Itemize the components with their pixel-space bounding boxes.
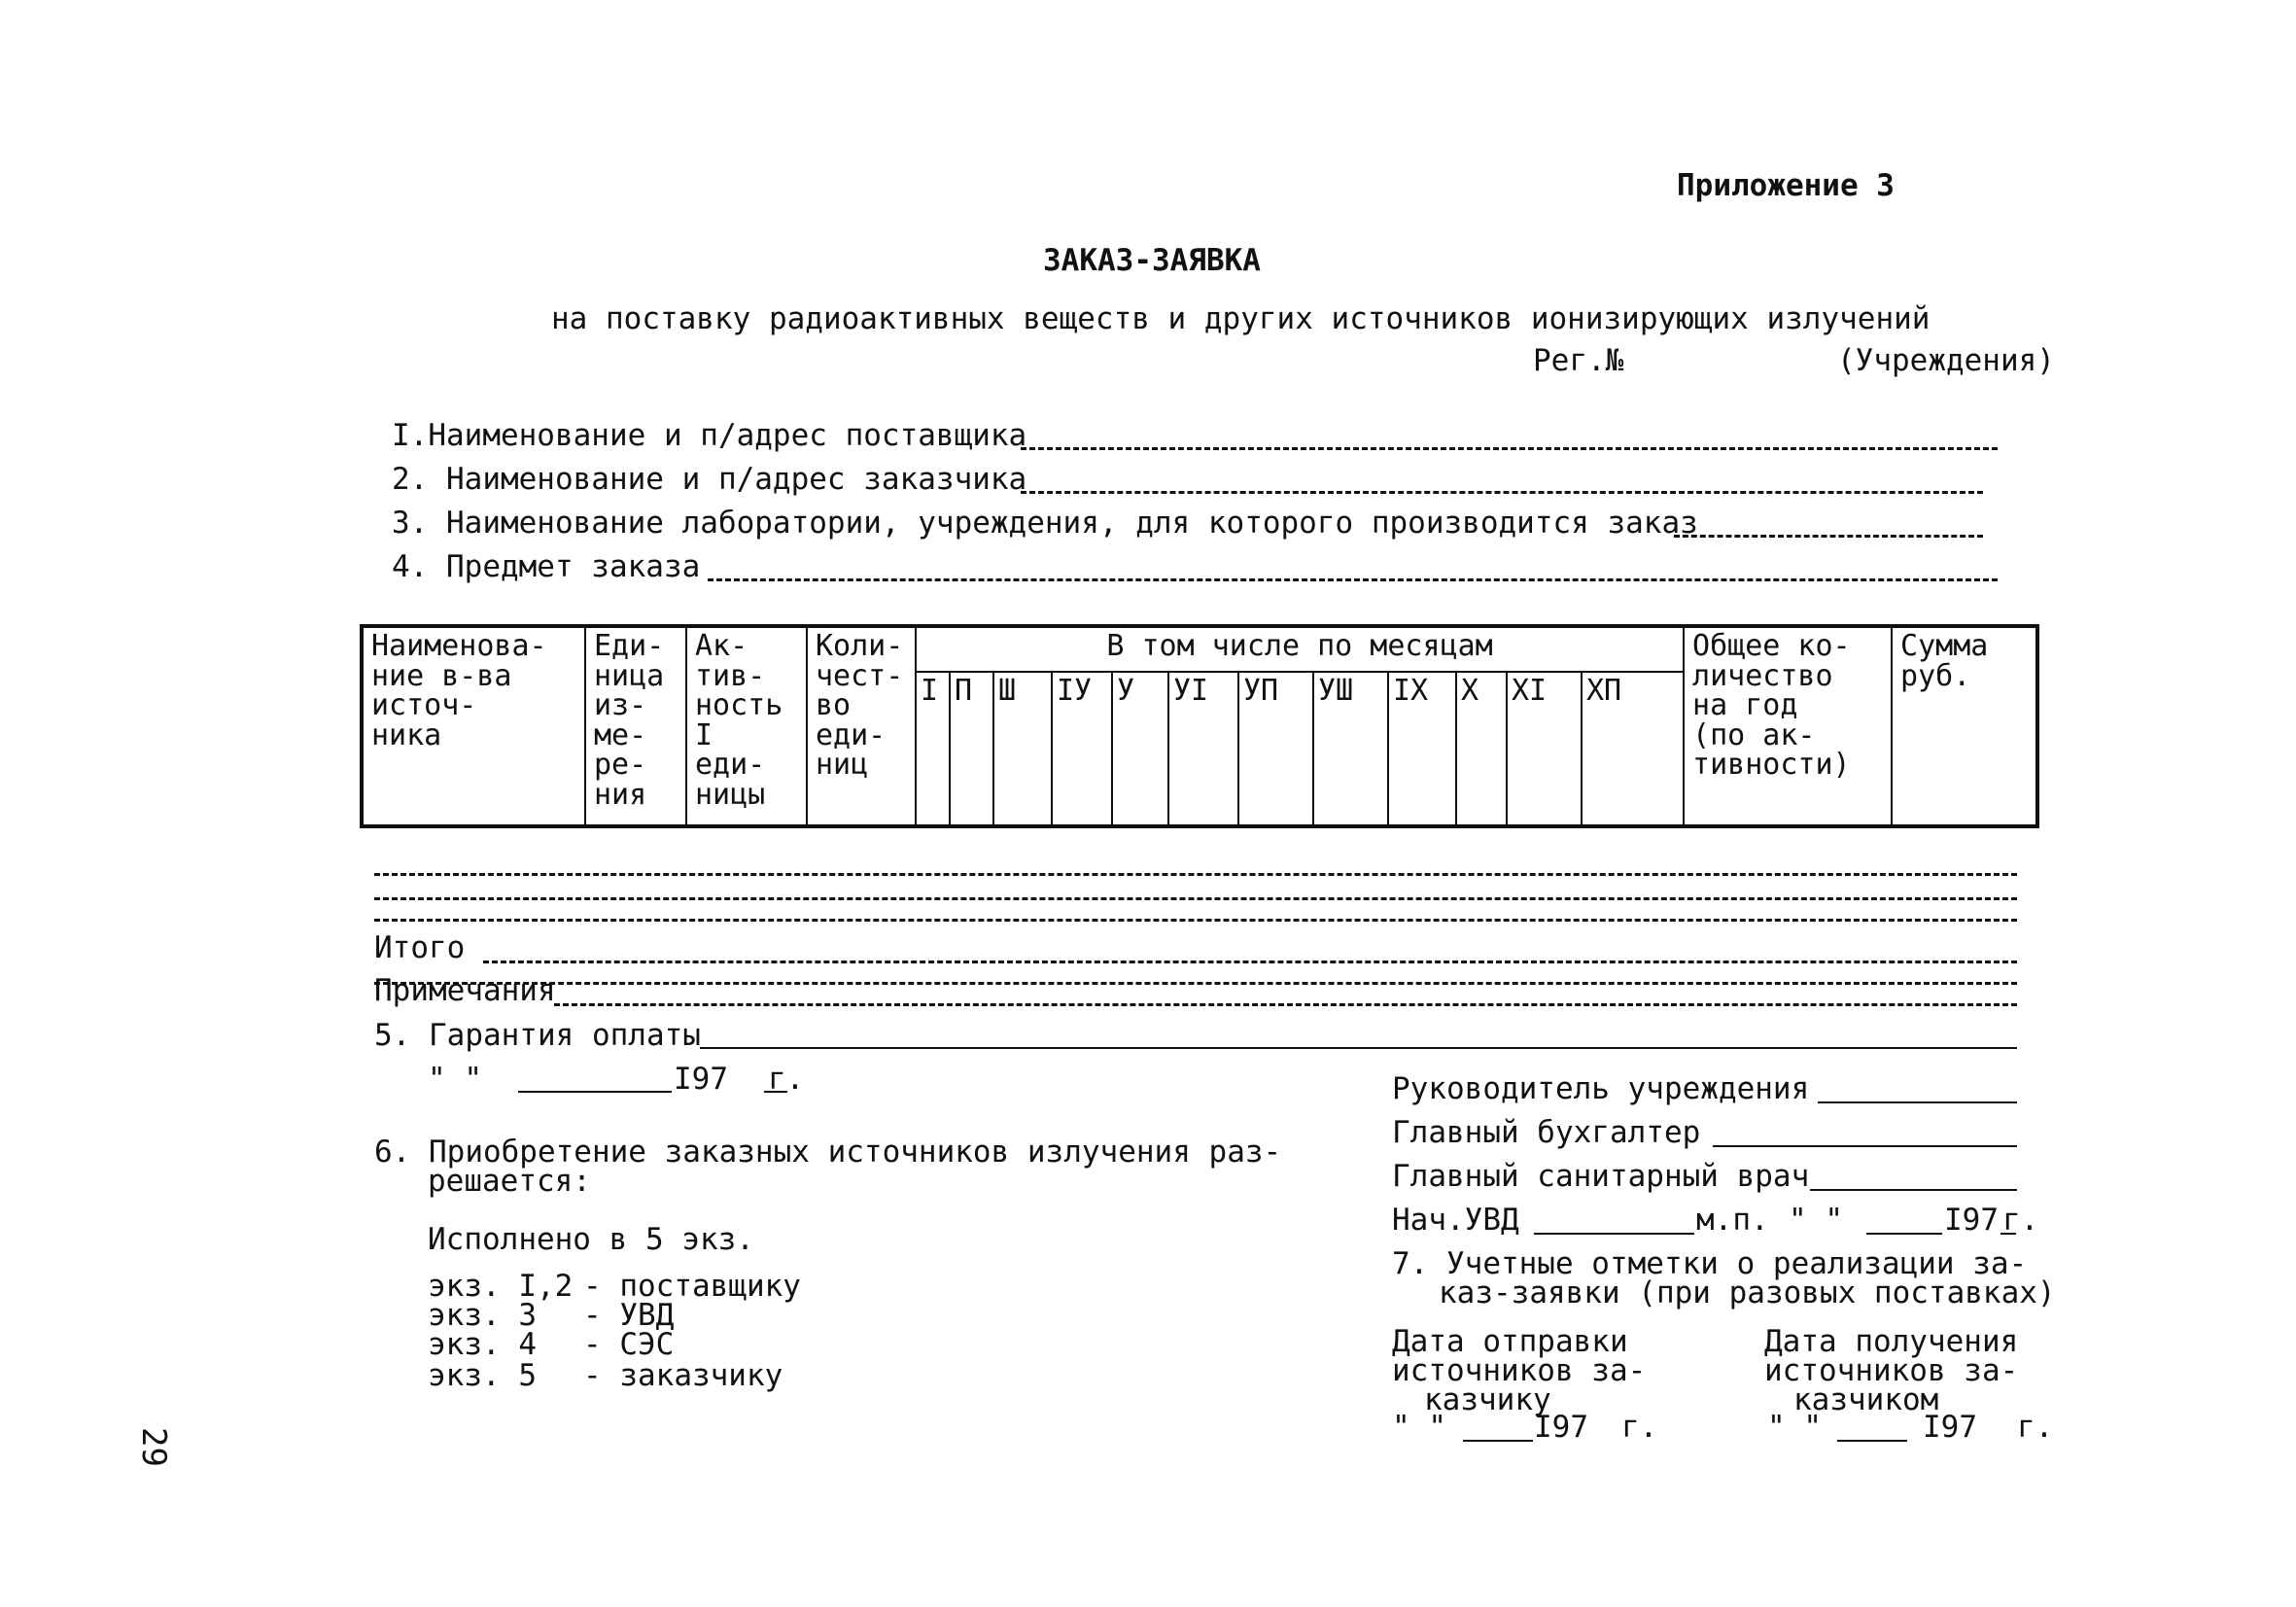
sent-date-label: Дата отправки [1392,1324,1628,1359]
date-suffix: г. [768,1062,805,1097]
sent-date-label: источников за- [1392,1353,1647,1388]
institution-label: (Учреждения) [1837,343,2055,378]
document-subtitle: на поставку радиоактивных веществ и других источников ионизирующих излучений [551,301,1931,336]
stamp-label: м.п. [1696,1203,1769,1238]
notes-label: Примечания [374,973,556,1008]
month-header: П [950,672,993,826]
month-header: Ш [993,672,1052,826]
uvd-signature-label: Нач.УВД [1392,1203,1519,1238]
date-day-line[interactable] [518,1091,672,1093]
copy-label: экз. I,2 [428,1269,574,1304]
sent-date-quotes: " " [1392,1410,1446,1445]
head-signature-line[interactable] [1818,1101,2017,1103]
date-quotes: " " [428,1062,482,1097]
entry-row-line[interactable] [374,873,2017,876]
date-year: I97 [674,1062,728,1097]
uvd-signature-line[interactable] [1534,1233,1694,1235]
page-number: 29 [134,1427,173,1467]
header-annual-total: Общее ко- личество на год (по ак- тивности) [1684,626,1892,826]
entry-row-line[interactable] [374,897,2017,900]
order-table [360,624,2039,828]
sent-date-label: казчику [1424,1382,1551,1417]
accountant-signature-label: Главный бухгалтер [1392,1115,1701,1150]
header-months: В том числе по месяцам [916,626,1684,672]
copy-label: экз. 5 [428,1358,537,1393]
executed-copies: Исполнено в 5 экз. [428,1222,754,1257]
header-activity: Ак- тив- ность I еди- ницы [686,626,807,826]
header-quantity: Коли- чест- во еди- ниц [807,626,916,826]
sanitary-signature-label: Главный санитарный врач [1392,1159,1810,1194]
entry-row-line[interactable] [374,919,2017,922]
received-date-year: I97 [1923,1410,1977,1445]
month-header: УП [1238,672,1313,826]
customer-field-line[interactable] [1021,491,1983,494]
header-sum: Сумма руб. [1892,626,2037,826]
sent-date-line[interactable] [1463,1440,1533,1442]
received-date-label: Дата получения [1764,1324,2019,1359]
order-subject-label: 4. Предмет заказа [392,549,701,584]
head-signature-label: Руководитель учреждения [1392,1071,1810,1106]
month-header: XI [1507,672,1582,826]
accounting-line-2: каз-заявки (при разовых поставках) [1439,1275,2056,1310]
sent-date-suffix: г. [1621,1410,1658,1445]
permission-line-2: решается: [428,1164,591,1199]
copy-label: экз. 3 [428,1298,537,1333]
month-header: XП [1582,672,1684,826]
header-substance-name: Наименова- ние в-ва источ- ника [362,626,585,826]
copy-destination: - поставщику [583,1269,801,1304]
month-header: УШ [1313,672,1388,826]
permission-line-1: 6. Приобретение заказных источников излучения раз- [374,1135,1282,1170]
entry-row-line[interactable] [374,982,2017,985]
month-header: У [1112,672,1168,826]
month-header: IX [1388,672,1456,826]
sanitary-signature-line[interactable] [1810,1189,2017,1191]
copy-destination: - заказчику [583,1358,783,1393]
uvd-date-suffix: г. [2002,1203,2039,1238]
received-date-line[interactable] [1837,1440,1907,1442]
accounting-line-1: 7. Учетные отметки о реализации за- [1392,1246,2028,1281]
payment-guarantee-line[interactable] [700,1047,2017,1049]
copy-destination: - УВД [583,1298,675,1333]
appendix-label: Приложение 3 [1677,168,1895,203]
month-header: IУ [1052,672,1112,826]
document-title: ЗАКАЗ-ЗАЯВКА [1043,243,1261,278]
total-line[interactable] [483,961,2017,963]
reg-number-label: Рег.№ [1533,343,1624,378]
received-date-label: источников за- [1764,1353,2019,1388]
header-unit: Еди- ница из- ме- ре- ния [585,626,686,826]
copy-label: экз. 4 [428,1327,537,1362]
month-header: I [916,672,950,826]
order-subject-line[interactable] [708,578,1998,581]
received-date-suffix: г. [2017,1410,2054,1445]
supplier-field-label: I.Наименование и п/адрес поставщика [392,418,1027,453]
uvd-date-year: I97 [1944,1203,1999,1238]
total-label: Итого [374,930,466,965]
copy-destination: - СЭС [583,1327,675,1362]
laboratory-field-line[interactable] [1674,535,1983,538]
uvd-date-line[interactable] [1866,1233,1942,1235]
month-header: УI [1168,672,1238,826]
received-date-quotes: " " [1767,1410,1822,1445]
month-header: X [1456,672,1507,826]
payment-guarantee-label: 5. Гарантия оплаты [374,1018,701,1053]
uvd-date-quotes: " " [1789,1203,1843,1238]
notes-line[interactable] [554,1003,2017,1006]
accountant-signature-line[interactable] [1713,1145,2017,1147]
laboratory-field-label: 3. Наименование лаборатории, учреждения, для которого производится заказ [392,506,1698,541]
supplier-field-line[interactable] [1021,447,1998,450]
received-date-label: казчиком [1793,1382,1939,1417]
customer-field-label: 2. Наименование и п/адрес заказчика [392,462,1027,497]
sent-date-year: I97 [1534,1410,1588,1445]
